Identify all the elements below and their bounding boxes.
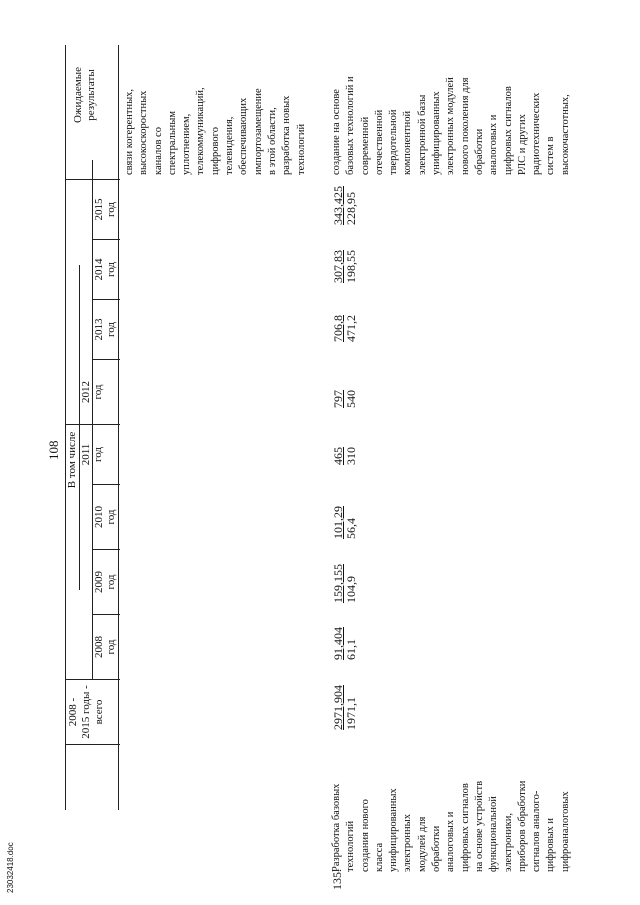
divider-2008-left [65,679,120,680]
year-2013: 2013 [93,318,105,341]
value-2009-planned: 159,155 [331,564,345,603]
year-2009-unit: год [105,574,117,590]
total-funded: 1971,1 [344,697,358,730]
prev-results-text: связи когерентных, высокоскоростных каналов со спектральным уплотнением, телекоммуникаций, цифрового телевидения, обеспечивающих импортозамещение в этой области, разработка новых технологий [124,87,307,175]
year-2008: 2008 [93,636,105,658]
value-2010-planned: 101,29 [331,506,345,539]
value-2012-planned: 797 [331,390,345,408]
value-2011-funded: 310 [344,447,358,465]
divider-2015-left [92,239,120,240]
row-total [332,685,358,730]
total-planned: 2971,904 [331,685,345,730]
file-name: 23032418.doc [6,842,15,893]
value-2012-funded: 540 [344,390,358,408]
year-2015-unit: год [105,201,117,218]
value-2014-funded: 198,55 [344,250,358,283]
value-2010-funded: 56,4 [344,518,358,539]
year-2014: 2014 [93,258,105,281]
year-2010-unit: год [105,509,117,525]
value-2011 [332,447,358,465]
year-2010: 2010 [93,506,105,528]
divider-results-left [65,179,120,180]
year-2014-unit: год [105,261,117,278]
divider-total-left [65,744,120,745]
value-2008-planned: 91,404 [331,627,345,660]
divider-2014-left [92,299,120,300]
value-2014-planned: 307,83 [331,250,345,283]
value-2013-funded: 471,2 [344,315,358,342]
value-2008 [332,627,358,660]
value-2014 [332,250,358,283]
divider-2009-left [92,614,120,615]
value-2012 [332,390,358,408]
year-2013-unit: год [105,321,117,338]
year-2015: 2015 [93,198,105,221]
value-2009-funded: 104,9 [344,576,358,603]
year-2011: 2011 [80,443,92,466]
header-including: В том числе [66,431,78,489]
header-bottom-border [118,45,119,810]
value-2013 [332,315,358,342]
row-name: Разработка базовых технологий создания нового класса унифицированных электронных модулей для обработки аналоговых и цифровых сигналов на основе устройств функциональной электроники, приборов обработки сигналов аналого- цифровых и цифроаналоговых [331,780,571,872]
value-2015-planned: 343,425 [331,186,345,225]
value-2015-funded: 228,95 [344,192,358,225]
value-2015 [332,186,358,225]
value-2008-funded: 61,1 [344,639,358,660]
row-number: 135. [330,869,344,890]
value-2010 [332,506,358,539]
header-results: Ожидаемые результаты [72,66,97,124]
value-2011-planned: 465 [331,447,345,465]
year-2011-unit: год [92,446,104,463]
value-2009 [332,564,358,603]
divider-2013-left [92,359,120,360]
year-2009: 2009 [93,571,105,593]
divider-2011-left [92,484,120,485]
year-2012: 2012 [80,381,92,403]
year-2008-unit: год [105,639,117,655]
value-2013-planned: 706,8 [331,315,345,342]
divider-2010-left [92,549,120,550]
page-number: 108 [46,440,61,460]
row-results: создание на основе базовых технологий и современной отечественной твердотельной компонентной электронной базы унифицированных электронных модулей нового поколения для обработки аналоговых и цифровых сигналов РЛС и других радиотехнических систем в высокочастотных, [331,76,571,175]
header-total: 2008 - 2015 годы - всего [67,685,105,739]
year-2012-unit: год [92,384,104,400]
